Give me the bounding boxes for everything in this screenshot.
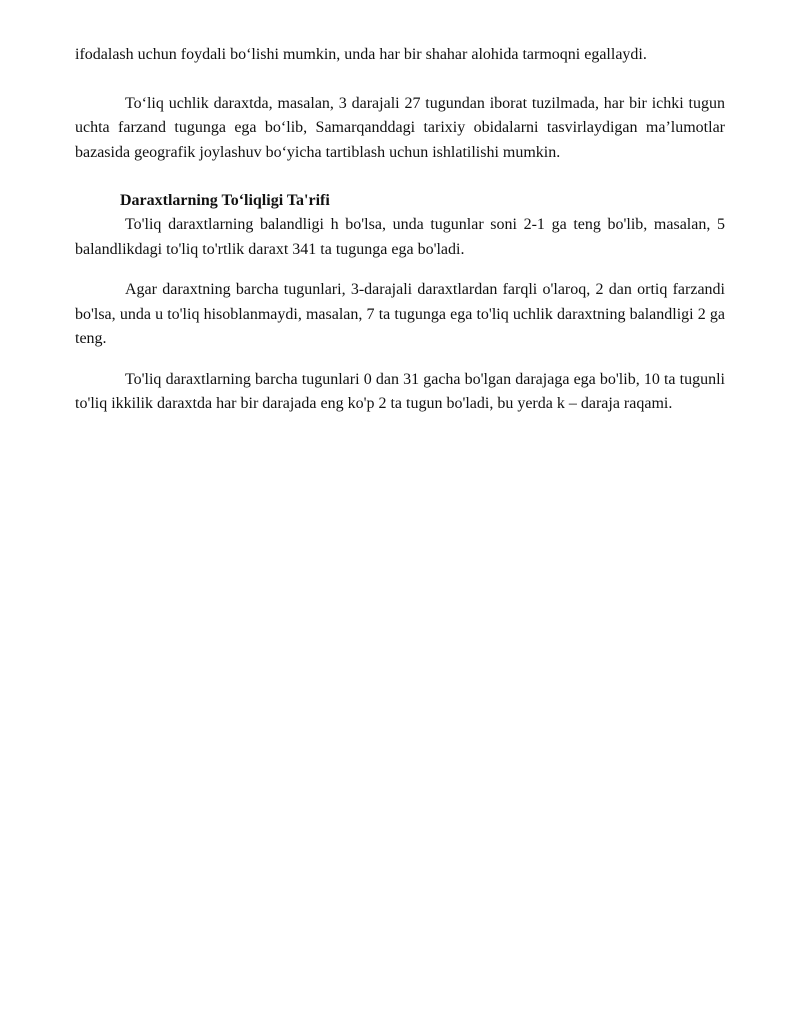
paragraph-spacer [75, 262, 725, 278]
paragraph-definition-height: To'liq daraxtlarning balandligi h bo'lsa, unda tugunlar soni 2-1 ga teng bo'lib, masalan, 5 balandlikdagi to'liq to'rtlik daraxt 341 ta tugunga ega bo'ladi. [75, 216, 725, 258]
paragraph-definition-children: Agar daraxtning barcha tugunlari, 3-darajali daraxtlardan farqli o'laroq, 2 dan ortiq farzandi bo'lsa, unda u to'liq hisoblanmaydi, masalan, 7 ta tugunga ega to'liq uchlik daraxtning balandligi 2 ga teng. [75, 281, 725, 347]
paragraph-definition-levels: To'liq daraxtlarning barcha tugunlari 0 dan 31 gacha bo'lgan darajaga ega bo'lib, 10 ta tugunli to'liq ikkilik daraxtda har bir darajada eng ko'p 2 ta tugun bo'ladi, bu yerda k – daraja raqami. [75, 370, 725, 412]
paragraph-spacer [75, 352, 725, 368]
section-heading: Daraxtlarning To‘liqligi Ta'rifi [120, 192, 330, 209]
paragraph-spacer [75, 68, 725, 92]
paragraph-spacer [75, 165, 725, 189]
paragraph-intro: ifodalash uchun foydali bo‘lishi mumkin, unda har bir shahar alohida tarmoqni egallaydi. [75, 46, 647, 63]
paragraph-ternary-tree: To‘liq uchlik daraxtda, masalan, 3 darajali 27 tugundan iborat tuzilmada, har bir ichki tugun uchta farzand tugunga ega bo‘lib, Samarqanddagi tarixiy obidalarni tasvirlaydigan ma’lumotlar bazasida geografik joylashuv bo‘yicha tartiblash uchun ishlatilishi mumkin. [75, 94, 725, 161]
document-page [75, 43, 725, 417]
